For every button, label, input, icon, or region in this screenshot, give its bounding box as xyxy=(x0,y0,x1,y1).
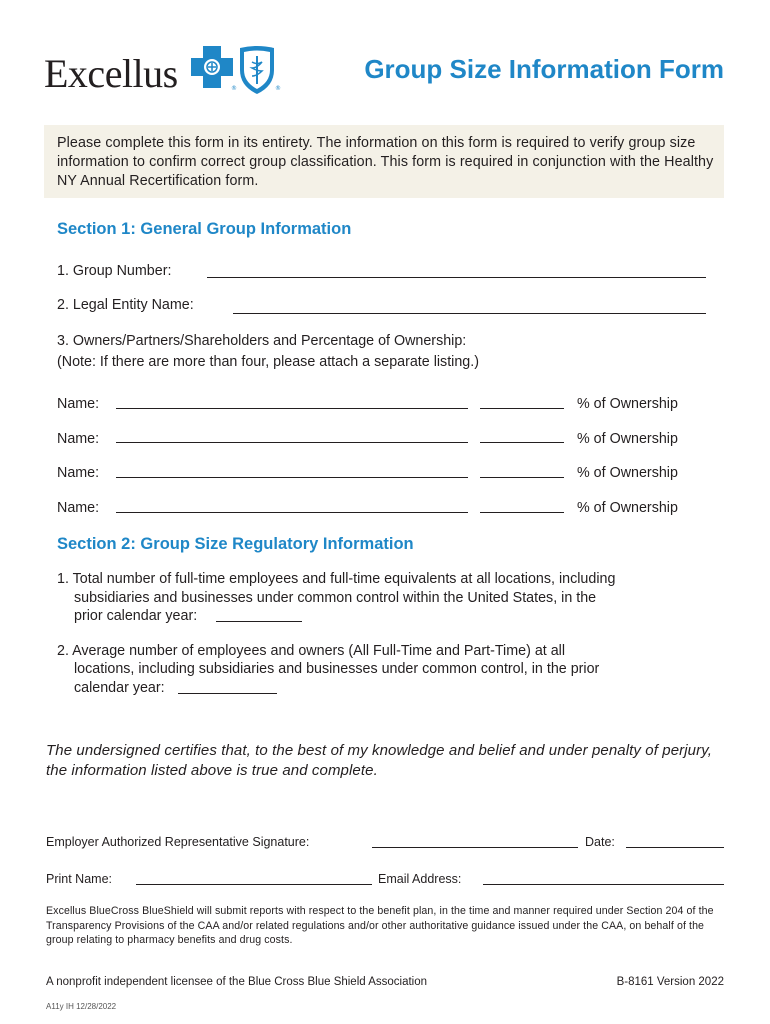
owner-name-field[interactable] xyxy=(116,408,468,409)
owner-name-field[interactable] xyxy=(116,442,468,443)
percent-ownership-label: % of Ownership xyxy=(577,431,678,447)
signature-field[interactable] xyxy=(372,847,578,848)
svg-text:®: ® xyxy=(231,85,237,92)
percent-ownership-label: % of Ownership xyxy=(577,465,678,481)
date-label: Date: xyxy=(585,835,615,849)
date-field[interactable] xyxy=(626,847,724,848)
fine-print: Excellus BlueCross BlueShield will submit reports with respect to the benefit plan, in the time and manner required under Section 204 of the Transparency Provisions of the CAA and/or related regulations and/or other authoritative guidance issued under the CAA, on behalf of the group relating to pharmacy benefits and drug costs. xyxy=(46,905,714,946)
owners-label: 3. Owners/Partners/Shareholders and Percentage of Ownership: xyxy=(57,333,467,349)
email-field[interactable] xyxy=(483,884,724,885)
print-name-field[interactable] xyxy=(136,884,372,885)
footer-code: A11y IH 12/28/2022 xyxy=(46,1002,117,1011)
owner-name-label: Name: xyxy=(57,431,100,447)
version-text: B-8161 Version 2022 xyxy=(616,976,724,988)
question2-line2: locations, including subsidiaries and businesses under common control, in the prior xyxy=(74,661,600,677)
owner-percent-field[interactable] xyxy=(480,477,564,478)
question1-line2: subsidiaries and businesses under common control within the United States, in the xyxy=(74,590,597,606)
legal-entity-field[interactable] xyxy=(233,313,706,314)
owners-note: (Note: If there are more than four, please attach a separate listing.) xyxy=(57,354,479,370)
fte-count-field[interactable] xyxy=(216,621,302,622)
licensee-text: A nonprofit independent licensee of the Blue Cross Blue Shield Association xyxy=(46,976,428,988)
group-number-label: 1. Group Number: xyxy=(57,263,172,279)
group-number-field[interactable] xyxy=(207,277,706,278)
owner-percent-field[interactable] xyxy=(480,408,564,409)
svg-text:®: ® xyxy=(275,85,281,92)
certification-text: The undersigned certifies that, to the best of my knowledge and belief and under penalty of perjury, the information listed above is true and complete. xyxy=(46,742,712,779)
owner-name-field[interactable] xyxy=(116,512,468,513)
owner-name-label: Name: xyxy=(57,396,100,412)
percent-ownership-label: % of Ownership xyxy=(577,500,678,516)
owner-name-label: Name: xyxy=(57,500,100,516)
legal-entity-label: 2. Legal Entity Name: xyxy=(57,297,194,313)
owner-percent-field[interactable] xyxy=(480,512,564,513)
question1-line3: prior calendar year: xyxy=(74,608,198,624)
owner-percent-field[interactable] xyxy=(480,442,564,443)
question2-line3: calendar year: xyxy=(74,680,165,696)
question1-line1: 1. Total number of full-time employees and full-time equivalents at all locations, including xyxy=(57,571,616,587)
page-title: Group Size Information Form xyxy=(364,54,724,84)
section1-heading: Section 1: General Group Information xyxy=(57,220,352,238)
signature-label: Employer Authorized Representative Signature: xyxy=(46,835,310,849)
email-label: Email Address: xyxy=(378,872,462,886)
intro-text: Please complete this form in its entirety. The information on this form is required to verify group size information to confirm correct group classification. This form is required in conjunction with the Healthy NY Annual Recertification form. xyxy=(57,135,714,189)
percent-ownership-label: % of Ownership xyxy=(577,396,678,412)
section2-heading: Section 2: Group Size Regulatory Information xyxy=(57,535,414,553)
question2-line1: 2. Average number of employees and owners (All Full-Time and Part-Time) at all xyxy=(57,643,566,659)
owner-name-field[interactable] xyxy=(116,477,468,478)
bluecross-blueshield-logo xyxy=(190,44,282,96)
print-name-label: Print Name: xyxy=(46,872,112,886)
average-employees-field[interactable] xyxy=(178,693,277,694)
owner-name-label: Name: xyxy=(57,465,100,481)
excellus-logo-text: Excellus xyxy=(44,51,178,96)
